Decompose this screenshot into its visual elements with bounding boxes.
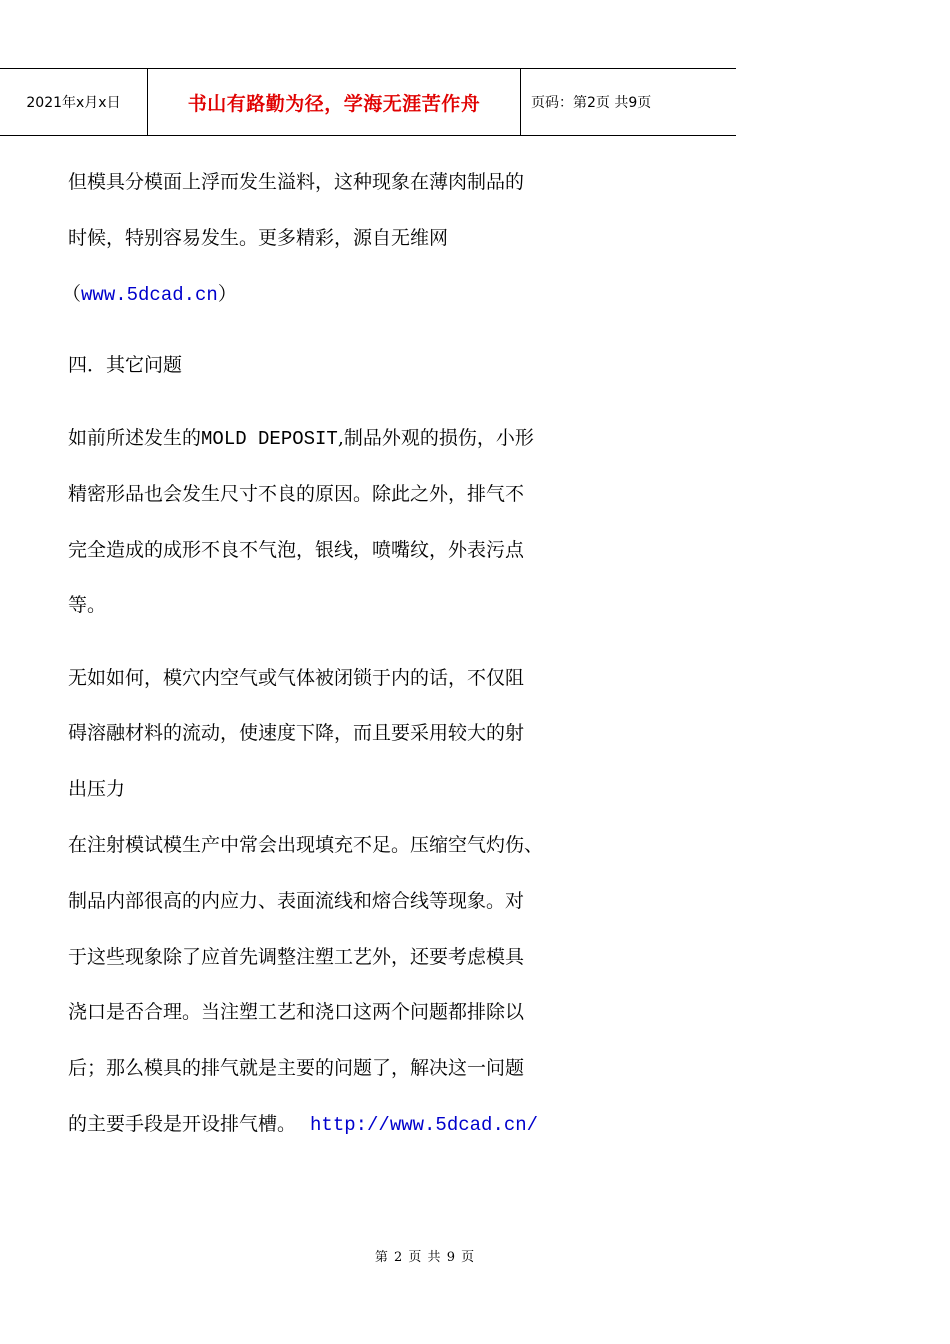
header-date: 2021年x月x日	[26, 95, 121, 111]
paragraph-line: 等。	[68, 594, 107, 616]
website-link[interactable]: http://www.5dcad.cn/	[310, 1114, 539, 1136]
paragraph-line: 浇口是否合理。当注塑工艺和浇口这两个问题都排除以	[68, 1001, 525, 1023]
paragraph-line: 出压力	[68, 778, 126, 800]
paragraph-line: 制品内部很高的内应力、表面流线和熔合线等现象。对	[68, 890, 525, 912]
paren-open: （	[62, 283, 82, 305]
text-segment: ,制品外观的损伤，小形	[337, 427, 534, 449]
paragraph-line: 完全造成的成形不良不气泡，银线，喷嘴纹，外表污点	[68, 539, 525, 561]
website-link[interactable]: www.5dcad.cn	[81, 284, 218, 306]
paragraph-line	[68, 426, 534, 451]
page-header	[0, 68, 736, 136]
section-heading: 四．其它问题	[68, 354, 183, 376]
text-segment: 的主要手段是开设排气槽。	[68, 1113, 297, 1135]
page-footer: 第 2 页 共 9 页	[374, 1250, 476, 1265]
paragraph-line: 精密形品也会发生尺寸不良的原因。除此之外，排气不	[68, 483, 525, 505]
paragraph-line: 时候，特别容易发生。更多精彩，源自无维网	[68, 227, 449, 249]
paragraph-line: 但模具分模面上浮而发生溢料，这种现象在薄肉制品的	[68, 171, 525, 193]
paragraph-line: 后；那么模具的排气就是主要的问题了，解决这一问题	[68, 1057, 525, 1079]
paragraph-line	[68, 1112, 538, 1137]
paragraph-line	[62, 282, 237, 307]
paragraph-line: 无如如何，模穴内空气或气体被闭锁于内的话，不仅阻	[68, 667, 525, 689]
text-segment: MOLD DEPOSIT	[201, 428, 338, 450]
paragraph-line: 于这些现象除了应首先调整注塑工艺外，还要考虑模具	[68, 946, 525, 968]
text-segment: 如前所述发生的	[68, 427, 202, 449]
paragraph-line: 在注射模试模生产中常会出现填充不足。压缩空气灼伤、	[68, 834, 544, 856]
paragraph-line: 碍溶融材料的流动，使速度下降，而且要采用较大的射	[68, 722, 525, 744]
paren-close: ）	[217, 283, 237, 305]
header-page-info: 页码：第2页 共9页	[531, 95, 652, 111]
header-motto: 书山有路勤为径，学海无涯苦作舟	[187, 92, 481, 115]
